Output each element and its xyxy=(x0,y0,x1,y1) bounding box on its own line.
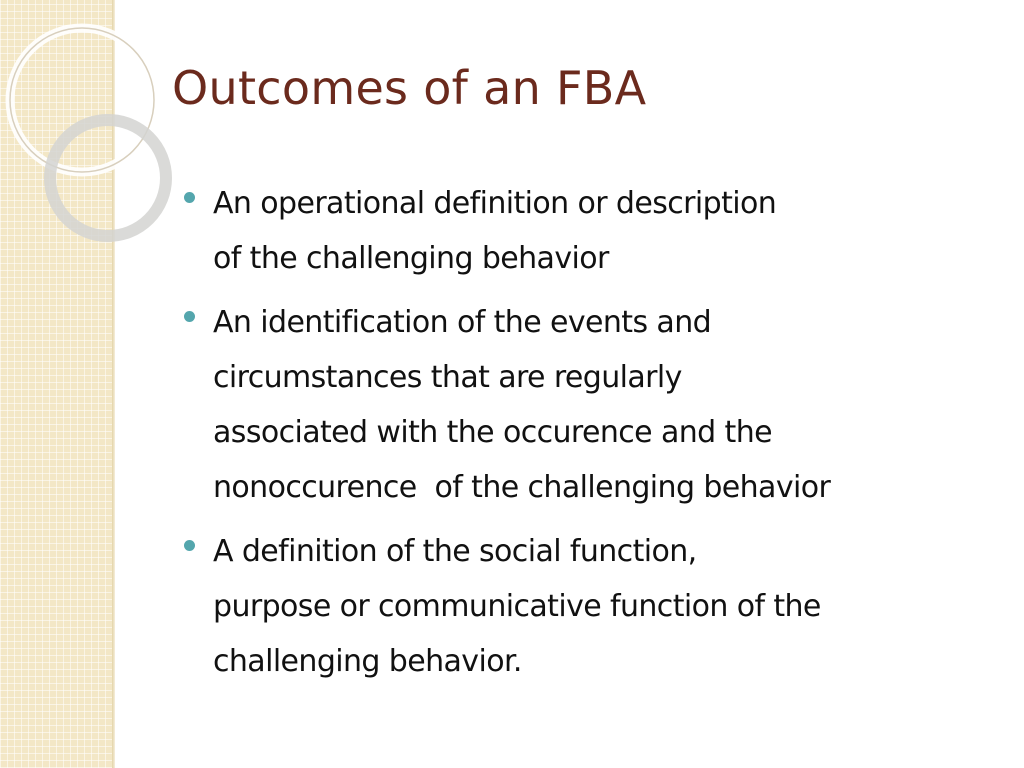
bullet-line: of the challenging behavior xyxy=(213,241,609,276)
bullet-line: associated with the occurence and the xyxy=(213,415,772,450)
slide-title: Outcomes of an FBA xyxy=(172,61,647,115)
bullet-dot-icon xyxy=(184,311,195,322)
decorative-rings xyxy=(0,0,200,260)
decorative-ring-lower xyxy=(50,120,166,236)
decorative-ring-upper-outline xyxy=(10,28,154,172)
bullet-line: A definition of the social function, xyxy=(213,534,697,569)
bullet-line: nonoccurence of the challenging behavior xyxy=(213,470,831,505)
bullet-dot-icon xyxy=(184,540,195,551)
bullet-item xyxy=(180,524,1010,689)
bullet-line: challenging behavior. xyxy=(213,644,522,679)
bullet-line: circumstances that are regularly xyxy=(213,360,682,395)
bullet-line: purpose or communicative function of the xyxy=(213,589,821,624)
bullet-item xyxy=(180,176,1010,286)
bullet-item xyxy=(180,295,1010,515)
bullet-list xyxy=(180,176,1010,698)
bullet-line: An identification of the events and xyxy=(213,305,712,340)
bullet-dot-icon xyxy=(184,192,195,203)
bullet-line: An operational definition or description xyxy=(213,186,777,221)
